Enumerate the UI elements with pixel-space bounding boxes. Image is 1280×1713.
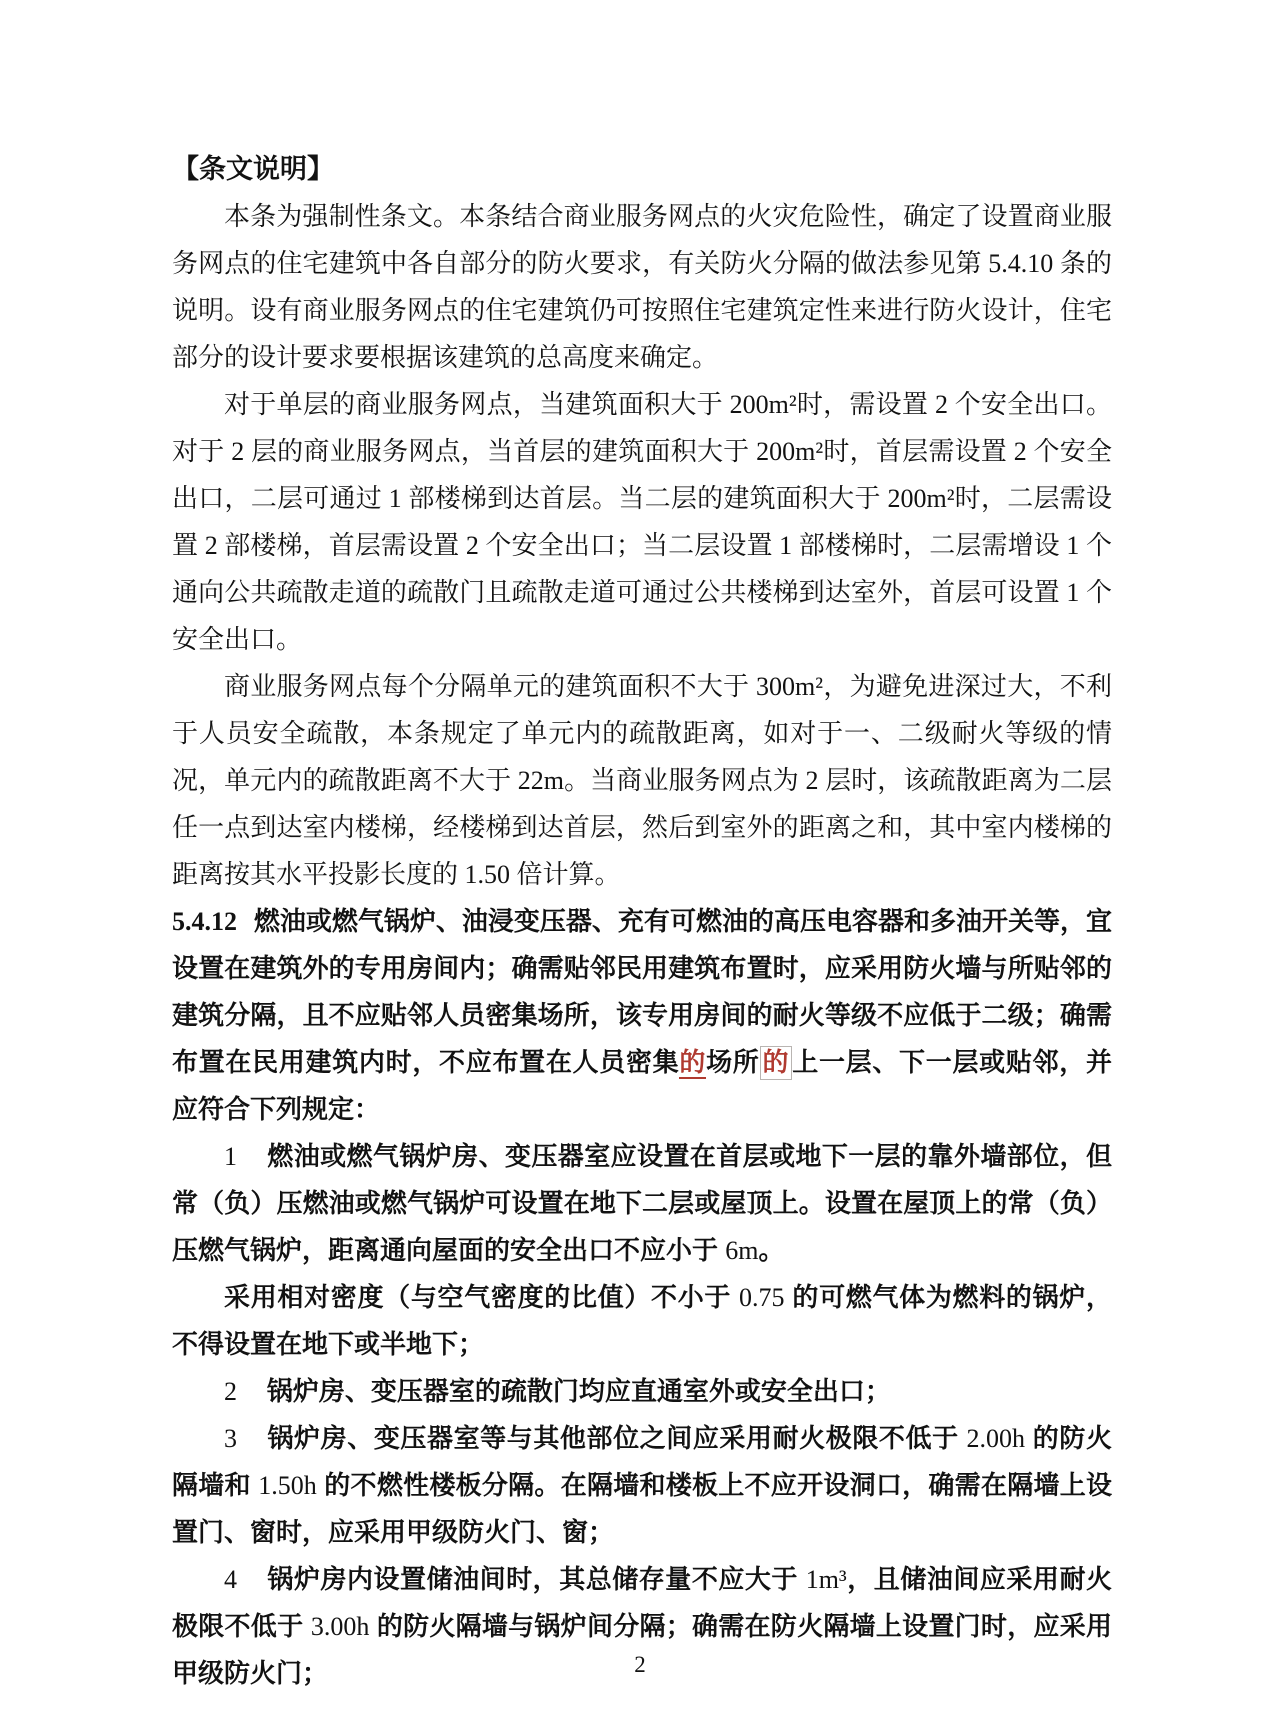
document-content [172, 146, 1112, 1697]
page-number: 2 [634, 1652, 646, 1677]
clause-number: 5.4.12 [172, 907, 237, 936]
clause-5-4-12: 5.4.12 燃油或燃气锅炉、油浸变压器、充有可燃油的高压电容器和多油开关等，宜设置在建筑外的专用房间内；确需贴邻民用建筑布置时，应采用防火墙与所贴邻的建筑分隔，且不应贴邻人员密集场所，该专用房间的耐火等级不应低于二级；确需布置在民用建筑内时，不应布置在人员密集的场所 的 上一层、下一层或贴邻，并应符合下列规定： [172, 906, 1112, 1124]
clause-item: 2 锅炉房、变压器室的疏散门均应直通室外或安全出口； [224, 1376, 891, 1406]
revision-mark-boxed: 的 [760, 1046, 793, 1080]
latin-text: 2.00h [966, 1424, 1025, 1453]
explanation-paragraph: 本条为强制性条文。本条结合商业服务网点的火灾危险性，确定了设置商业服务网点的住宅建筑中各自部分的防火要求，有关防火分隔的做法参见第 5.4.10 条的说明。设有商业服务网点的住宅建筑仍可按照住宅建筑定性来进行防火设计，住宅部分的设计要求要根据该建筑的总高度来确定。 [172, 202, 1112, 372]
latin-text: 1m³ [805, 1565, 847, 1594]
latin-text: 3.00h [310, 1612, 370, 1641]
clause-items [172, 1133, 1112, 1697]
latin-text: 6m [725, 1236, 759, 1265]
item-number: 3 [224, 1424, 237, 1453]
clause-item-continuation: 采用相对密度（与空气密度的比值）不小于 0.75 的可燃气体为燃料的锅炉，不得设置在地下或半地下； [172, 1282, 1112, 1359]
clause-item: 4 锅炉房内设置储油间时，其总储存量不应大于 1m³，且储油间应采用耐火极限不低于 3.00h 的防火隔墙与锅炉间分隔；确需在防火隔墙上设置门时，应采用甲级防火门； [172, 1564, 1112, 1688]
item-number: 4 [224, 1565, 237, 1594]
explanation-paragraph: 对于单层的商业服务网点，当建筑面积大于 200m²时，需设置 2 个安全出口。对于 2 层的商业服务网点，当首层的建筑面积大于 200m²时，首层需设置 2 个安全出口，二层可通过 1 部楼梯到达首层。当二层的建筑面积大于 200m²时，二层需设置 2 部楼梯，首层需设置 2 个安全出口；当二层设置 1 部楼梯时，二层需增设 1 个通向公共疏散走道的疏散门且疏散走道可通过公共楼梯到达室外，首层可设置 1 个安全出口。 [172, 390, 1112, 654]
clause-item: 3 锅炉房、变压器室等与其他部位之间应采用耐火极限不低于 2.00h 的防火隔墙和 1.50h 的不燃性楼板分隔。在隔墙和楼板上不应开设洞口，确需在隔墙上设置门、窗时，应采用甲级防火门、窗； [172, 1423, 1112, 1547]
explanation-paragraph: 商业服务网点每个分隔单元的建筑面积不大于 300m²，为避免进深过大，不利于人员安全疏散，本条规定了单元内的疏散距离，如对于一、二级耐火等级的情况，单元内的疏散距离不大于 22m。当商业服务网点为 2 层时，该疏散距离为二层任一点到达室内楼梯，经楼梯到达首层，然后到室外的距离之和，其中室内楼梯的距离按其水平投影长度的 1.50 倍计算。 [172, 672, 1112, 889]
item-number: 1 [224, 1142, 237, 1171]
item-number: 2 [224, 1377, 237, 1406]
latin-text: 1.50h [258, 1471, 317, 1500]
page-footer [0, 1652, 1280, 1678]
section-heading: 【条文说明】 [172, 154, 334, 184]
latin-text: 0.75 [739, 1283, 785, 1312]
explanation-paragraphs [172, 193, 1112, 898]
clause-item: 1 燃油或燃气锅炉房、变压器室应设置在首层或地下一层的靠外墙部位，但常（负）压燃油或燃气锅炉可设置在地下二层或屋顶上。设置在屋顶上的常（负）压燃气锅炉，距离通向屋面的安全出口不应小于 6m。 [172, 1141, 1112, 1265]
revision-mark-underlined: 的 [679, 1047, 707, 1077]
